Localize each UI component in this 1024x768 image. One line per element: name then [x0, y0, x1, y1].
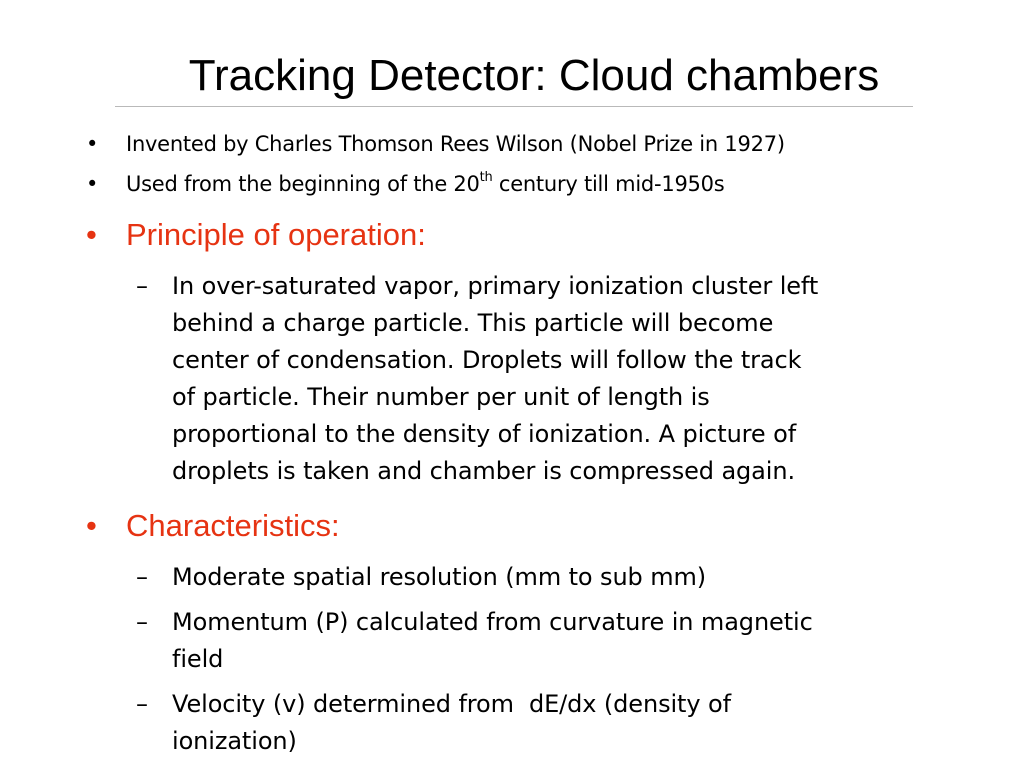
heading-characteristics	[86, 508, 340, 544]
characteristic-line: Moderate spatial resolution (mm to sub mm)	[172, 563, 707, 591]
description-line: proportional to the density of ionization. A picture of	[172, 420, 797, 448]
characteristic-line: field	[172, 645, 224, 673]
bullet-marker: •	[86, 217, 97, 252]
bullet-text: Invented by Charles Thomson Rees Wilson (Nobel Prize in 1927)	[126, 132, 785, 156]
characteristic-line: ionization)	[172, 727, 297, 755]
slide-title: Tracking Detector: Cloud chambers	[188, 51, 880, 100]
dash-marker: –	[136, 608, 148, 636]
heading-text: Characteristics:	[126, 508, 340, 543]
characteristic-line: Velocity (v) determined from dE/dx (density of	[172, 690, 731, 718]
bullet-text-after: century till mid-1950s	[492, 172, 725, 196]
heading-principle-of-operation	[86, 217, 426, 253]
heading-text: Principle of operation:	[126, 217, 426, 252]
description-line: center of condensation. Droplets will follow the track	[172, 346, 802, 374]
principle-description	[136, 268, 819, 490]
characteristic-velocity	[136, 686, 731, 760]
bullet-marker: •	[86, 508, 97, 543]
bullet-marker: •	[86, 132, 99, 156]
bullet-text-before: Used from the beginning of the 20	[126, 172, 480, 196]
dash-marker: –	[136, 690, 148, 718]
description-line: droplets is taken and chamber is compressed again.	[172, 457, 795, 485]
bullet-marker: •	[86, 172, 99, 196]
bullet-invented-by	[86, 131, 785, 157]
description-line: of particle. Their number per unit of length is	[172, 383, 710, 411]
description-line: behind a charge particle. This particle will become	[172, 309, 774, 337]
superscript-th: th	[479, 170, 493, 185]
description-line: In over-saturated vapor, primary ionization cluster left	[172, 272, 819, 300]
characteristic-resolution	[136, 559, 707, 596]
bullet-used-from	[86, 170, 725, 197]
dash-marker: –	[136, 563, 148, 591]
characteristic-momentum	[136, 604, 813, 678]
characteristic-line: Momentum (P) calculated from curvature in magnetic	[172, 608, 813, 636]
dash-marker: –	[136, 272, 148, 300]
